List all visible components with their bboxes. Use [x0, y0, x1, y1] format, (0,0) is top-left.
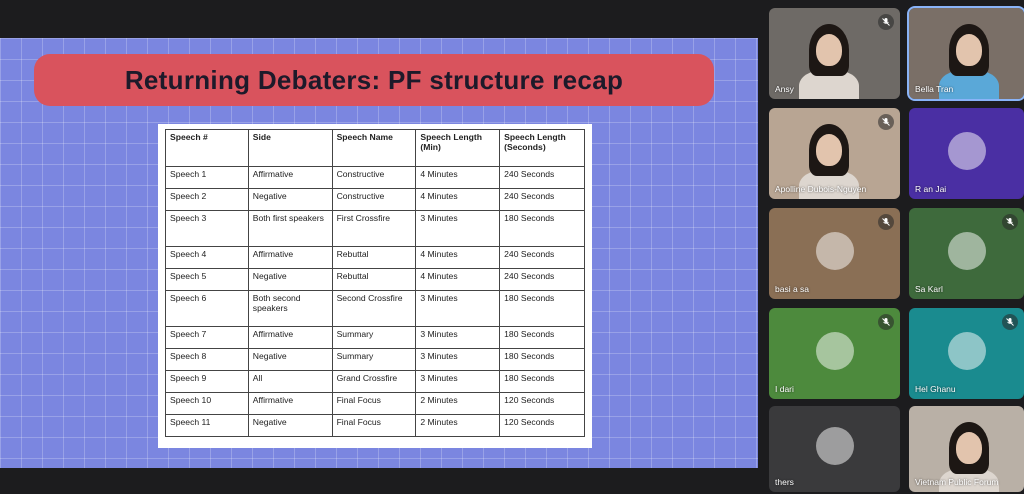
- participant-tile[interactable]: [769, 208, 900, 299]
- cell-length-min: 2 Minutes: [416, 393, 500, 415]
- header-speech-name: Speech Name: [332, 130, 416, 167]
- cell-length-seconds: 180 Seconds: [500, 211, 585, 247]
- cell-length-seconds: 120 Seconds: [500, 393, 585, 415]
- participant-tile[interactable]: [769, 8, 900, 99]
- participant-name: Ansy: [775, 84, 794, 94]
- cell-length-seconds: 240 Seconds: [500, 247, 585, 269]
- cell-side: Negative: [248, 349, 332, 371]
- cell-speech-name: Final Focus: [332, 393, 416, 415]
- table-row: [166, 327, 585, 349]
- cell-length-min: 4 Minutes: [416, 189, 500, 211]
- mic-off-glyph: [881, 217, 891, 227]
- cell-speech-number: Speech 10: [166, 393, 249, 415]
- participant-name: basi a sa: [775, 284, 810, 294]
- header-length-seconds: Speech Length (Seconds): [500, 130, 585, 167]
- participant-video-face: [956, 432, 982, 464]
- header-speech-number: Speech #: [166, 130, 249, 167]
- participant-avatar: [948, 232, 986, 270]
- participant-avatar: [816, 332, 854, 370]
- cell-length-seconds: 240 Seconds: [500, 167, 585, 189]
- cell-speech-name: Grand Crossfire: [332, 371, 416, 393]
- cell-speech-name: Summary: [332, 327, 416, 349]
- cell-side: All: [248, 371, 332, 393]
- participant-tile[interactable]: [769, 308, 900, 399]
- cell-side: Affirmative: [248, 167, 332, 189]
- cell-length-seconds: 180 Seconds: [500, 349, 585, 371]
- cell-speech-name: Summary: [332, 349, 416, 371]
- cell-speech-number: Speech 2: [166, 189, 249, 211]
- cell-length-seconds: 180 Seconds: [500, 291, 585, 327]
- cell-length-seconds: 180 Seconds: [500, 371, 585, 393]
- mic-off-glyph: [1005, 317, 1015, 327]
- participant-avatar: [816, 232, 854, 270]
- cell-speech-name: Constructive: [332, 189, 416, 211]
- mic-off-icon: [1002, 314, 1018, 330]
- cell-side: Affirmative: [248, 393, 332, 415]
- cell-speech-name: Second Crossfire: [332, 291, 416, 327]
- cell-length-min: 2 Minutes: [416, 415, 500, 437]
- table-body: [166, 167, 585, 437]
- cell-speech-name: Constructive: [332, 167, 416, 189]
- participant-name: thers: [775, 477, 794, 487]
- cell-speech-name: Rebuttal: [332, 269, 416, 291]
- mic-off-icon: [878, 214, 894, 230]
- participant-name: Hel Ghanu: [915, 384, 956, 394]
- slide-title-banner: [34, 54, 714, 106]
- mic-off-glyph: [881, 117, 891, 127]
- table-row: [166, 189, 585, 211]
- cell-speech-number: Speech 4: [166, 247, 249, 269]
- participant-video-face: [956, 34, 982, 66]
- participant-name: Sa Karl: [915, 284, 943, 294]
- participant-tile[interactable]: [909, 8, 1024, 99]
- cell-length-min: 4 Minutes: [416, 269, 500, 291]
- participant-tile[interactable]: [769, 108, 900, 199]
- cell-side: Negative: [248, 189, 332, 211]
- mic-off-icon: [878, 314, 894, 330]
- slide-title: Returning Debaters: PF structure recap: [124, 64, 624, 95]
- mic-off-glyph: [881, 17, 891, 27]
- cell-length-min: 3 Minutes: [416, 211, 500, 247]
- cell-length-min: 3 Minutes: [416, 291, 500, 327]
- table-row: [166, 291, 585, 327]
- cell-length-min: 3 Minutes: [416, 349, 500, 371]
- cell-speech-name: Rebuttal: [332, 247, 416, 269]
- table-header-row: [166, 130, 585, 167]
- table-row: [166, 167, 585, 189]
- cell-side: Affirmative: [248, 327, 332, 349]
- participant-tile[interactable]: [769, 406, 900, 492]
- mic-off-icon: [878, 114, 894, 130]
- cell-speech-number: Speech 8: [166, 349, 249, 371]
- header-side: Side: [248, 130, 332, 167]
- shared-slide: [0, 38, 758, 468]
- cell-length-min: 4 Minutes: [416, 247, 500, 269]
- table-row: [166, 415, 585, 437]
- mic-off-icon: [878, 14, 894, 30]
- participant-tile[interactable]: [909, 108, 1024, 199]
- cell-speech-name: Final Focus: [332, 415, 416, 437]
- participant-name: Bella Tran: [915, 84, 954, 94]
- table-row: [166, 211, 585, 247]
- table-row: [166, 349, 585, 371]
- mic-off-glyph: [1005, 217, 1015, 227]
- participant-tile[interactable]: [909, 308, 1024, 399]
- cell-length-seconds: 120 Seconds: [500, 415, 585, 437]
- cell-speech-number: Speech 11: [166, 415, 249, 437]
- cell-side: Both second speakers: [248, 291, 332, 327]
- cell-length-min: 4 Minutes: [416, 167, 500, 189]
- mic-off-icon: [1002, 214, 1018, 230]
- header-length-min: Speech Length (Min): [416, 130, 500, 167]
- participant-name: I dari: [775, 384, 794, 394]
- speech-structure-table: [165, 129, 585, 437]
- cell-length-seconds: 240 Seconds: [500, 189, 585, 211]
- cell-length-min: 3 Minutes: [416, 327, 500, 349]
- participant-avatar: [948, 132, 986, 170]
- cell-speech-number: Speech 5: [166, 269, 249, 291]
- cell-side: Both first speakers: [248, 211, 332, 247]
- participant-avatar: [816, 427, 854, 465]
- cell-speech-number: Speech 1: [166, 167, 249, 189]
- cell-length-seconds: 180 Seconds: [500, 327, 585, 349]
- participant-name: R an Jai: [915, 184, 947, 194]
- cell-side: Negative: [248, 415, 332, 437]
- table-row: [166, 393, 585, 415]
- cell-speech-number: Speech 9: [166, 371, 249, 393]
- cell-speech-name: First Crossfire: [332, 211, 416, 247]
- participant-avatar: [948, 332, 986, 370]
- speech-structure-table-card: [158, 124, 592, 448]
- participant-tile[interactable]: [909, 208, 1024, 299]
- participant-video-face: [816, 134, 842, 166]
- participant-name: Vietnam Public Forum: [915, 477, 999, 487]
- cell-side: Negative: [248, 269, 332, 291]
- cell-length-min: 3 Minutes: [416, 371, 500, 393]
- cell-speech-number: Speech 6: [166, 291, 249, 327]
- cell-speech-number: Speech 3: [166, 211, 249, 247]
- participant-video-face: [816, 34, 842, 66]
- table-row: [166, 247, 585, 269]
- table-row: [166, 371, 585, 393]
- cell-length-seconds: 240 Seconds: [500, 269, 585, 291]
- participant-name: Apolline Dubois-Nguyen: [775, 184, 867, 194]
- participant-tile[interactable]: [909, 406, 1024, 492]
- table-row: [166, 269, 585, 291]
- mic-off-glyph: [881, 317, 891, 327]
- cell-side: Affirmative: [248, 247, 332, 269]
- cell-speech-number: Speech 7: [166, 327, 249, 349]
